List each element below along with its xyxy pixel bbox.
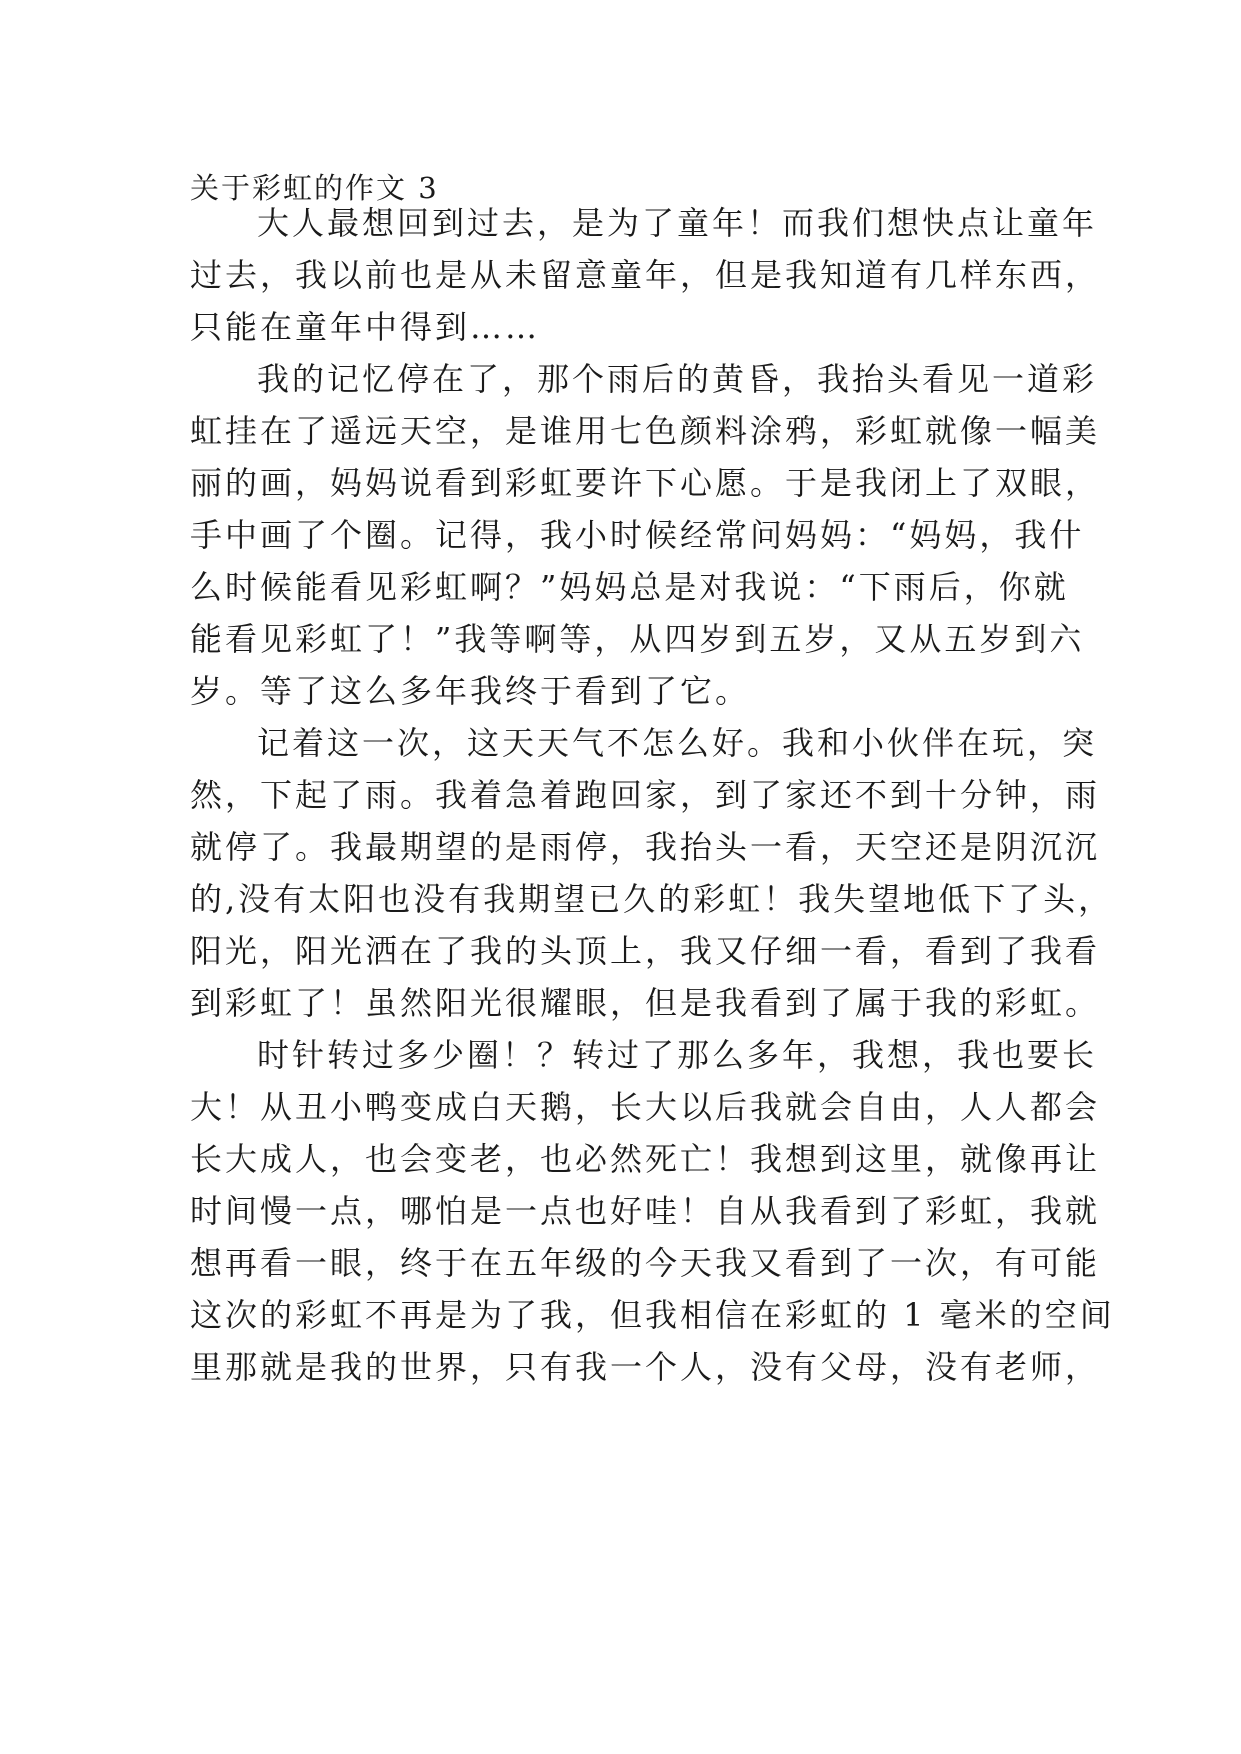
- paragraph-2-line-5: 么时候能看见彩虹啊？”妈妈总是对我说：“下雨后，你就: [190, 568, 1069, 606]
- paragraph-1-line-3: 只能在童年中得到……: [190, 308, 541, 346]
- paragraph-4-line-7: 里那就是我的世界，只有我一个人，没有父母，没有老师，: [190, 1348, 1101, 1386]
- paragraph-3-line-5: 阳光，阳光洒在了我的头顶上，我又仔细一看，看到了我看: [190, 932, 1101, 970]
- paragraph-3-line-2: 然，下起了雨。我着急着跑回家，到了家还不到十分钟，雨: [190, 776, 1101, 814]
- paragraph-1-line-2: 过去，我以前也是从未留意童年，但是我知道有几样东西，: [190, 256, 1101, 294]
- paragraph-3-line-1: 记着这一次，这天天气不怎么好。我和小伙伴在玩，突: [257, 724, 1098, 762]
- paragraph-2-line-2: 虹挂在了遥远天空，是谁用七色颜料涂鸦，彩虹就像一幅美: [190, 412, 1101, 450]
- paragraph-2-line-4: 手中画了个圈。记得，我小时候经常问妈妈：“妈妈，我什: [190, 516, 1085, 554]
- document-title: 关于彩虹的作文 3: [190, 171, 439, 205]
- paragraph-4-line-5: 想再看一眼，终于在五年级的今天我又看到了一次，有可能: [190, 1244, 1101, 1282]
- paragraph-4-line-6: 这次的彩虹不再是为了我，但我相信在彩虹的 1 毫米的空间: [190, 1296, 1115, 1334]
- paragraph-2-line-1: 我的记忆停在了，那个雨后的黄昏，我抬头看见一道彩: [257, 360, 1098, 398]
- paragraph-2-line-3: 丽的画，妈妈说看到彩虹要许下心愿。于是我闭上了双眼，: [190, 464, 1101, 502]
- paragraph-4-line-1: 时针转过多少圈！？转过了那么多年，我想，我也要长: [257, 1036, 1098, 1074]
- paragraph-4-line-4: 时间慢一点，哪怕是一点也好哇！自从我看到了彩虹，我就: [190, 1192, 1101, 1230]
- paragraph-4-line-3: 长大成人，也会变老，也必然死亡！我想到这里，就像再让: [190, 1140, 1101, 1178]
- paragraph-3-line-6: 到彩虹了！虽然阳光很耀眼，但是我看到了属于我的彩虹。: [190, 984, 1101, 1022]
- paragraph-3-line-3: 就停了。我最期望的是雨停，我抬头一看，天空还是阴沉沉: [190, 828, 1101, 866]
- paragraph-1-line-1: 大人最想回到过去，是为了童年！而我们想快点让童年: [257, 204, 1098, 242]
- paragraph-2-line-7: 岁。等了这么多年我终于看到了它。: [190, 672, 751, 710]
- paragraph-3-line-4: 的,没有太阳也没有我期望已久的彩虹！我失望地低下了头，: [190, 880, 1114, 918]
- paragraph-2-line-6: 能看见彩虹了！”我等啊等，从四岁到五岁，又从五岁到六: [190, 620, 1085, 658]
- paragraph-4-line-2: 大！从丑小鸭变成白天鹅，长大以后我就会自由，人人都会: [190, 1088, 1101, 1126]
